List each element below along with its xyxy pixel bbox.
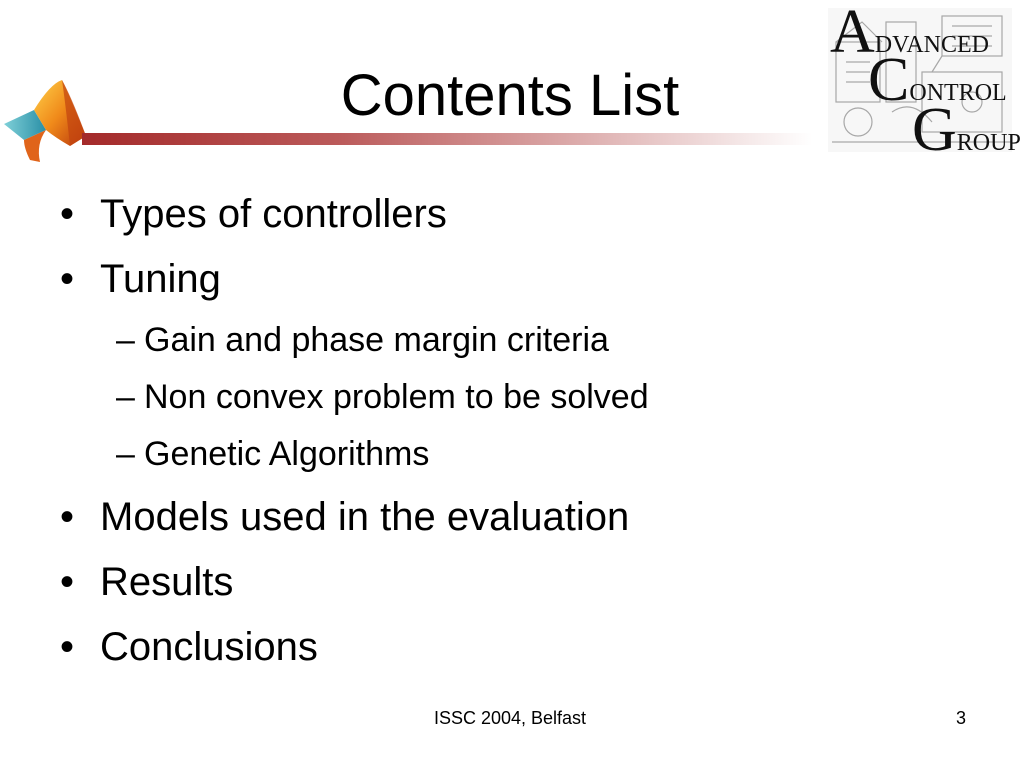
dash-marker: –	[116, 321, 135, 359]
footer-text: ISSC 2004, Belfast	[433, 708, 587, 728]
list-item	[60, 493, 629, 541]
sub-list-item	[116, 320, 609, 360]
sub-list-item	[116, 377, 649, 417]
bullet-marker: •	[60, 192, 75, 236]
list-item	[60, 255, 221, 303]
list-item-text: Types of controllers	[100, 192, 447, 236]
advanced-control-group-logo	[822, 0, 1021, 164]
bullet-marker: •	[60, 560, 75, 604]
page-number: 3	[955, 708, 966, 728]
list-item-text: Gain and phase margin criteria	[144, 321, 609, 359]
list-item-text: Tuning	[100, 257, 221, 301]
dash-marker: –	[116, 378, 135, 416]
list-item-text: Conclusions	[100, 625, 318, 669]
list-item-text: Models used in the evaluation	[100, 495, 630, 539]
bullet-marker: •	[60, 257, 75, 301]
matlab-logo-icon	[0, 78, 96, 166]
logo-word-control: CONTROL	[868, 46, 1007, 114]
logo-word-group: GROUP	[912, 96, 1021, 164]
slide-title: Contents List	[340, 63, 680, 128]
list-item-text: Non convex problem to be solved	[144, 378, 649, 416]
list-item	[60, 558, 233, 606]
sub-list-item	[116, 434, 429, 474]
logo-word-advanced: ADVANCED	[830, 0, 990, 66]
list-item	[60, 623, 318, 671]
dash-marker: –	[116, 435, 135, 473]
bullet-marker: •	[60, 625, 75, 669]
list-item-text: Results	[100, 560, 234, 604]
list-item	[60, 190, 447, 238]
list-item-text: Genetic Algorithms	[144, 435, 430, 473]
bullet-marker: •	[60, 495, 75, 539]
title-underline-bar	[82, 133, 812, 145]
